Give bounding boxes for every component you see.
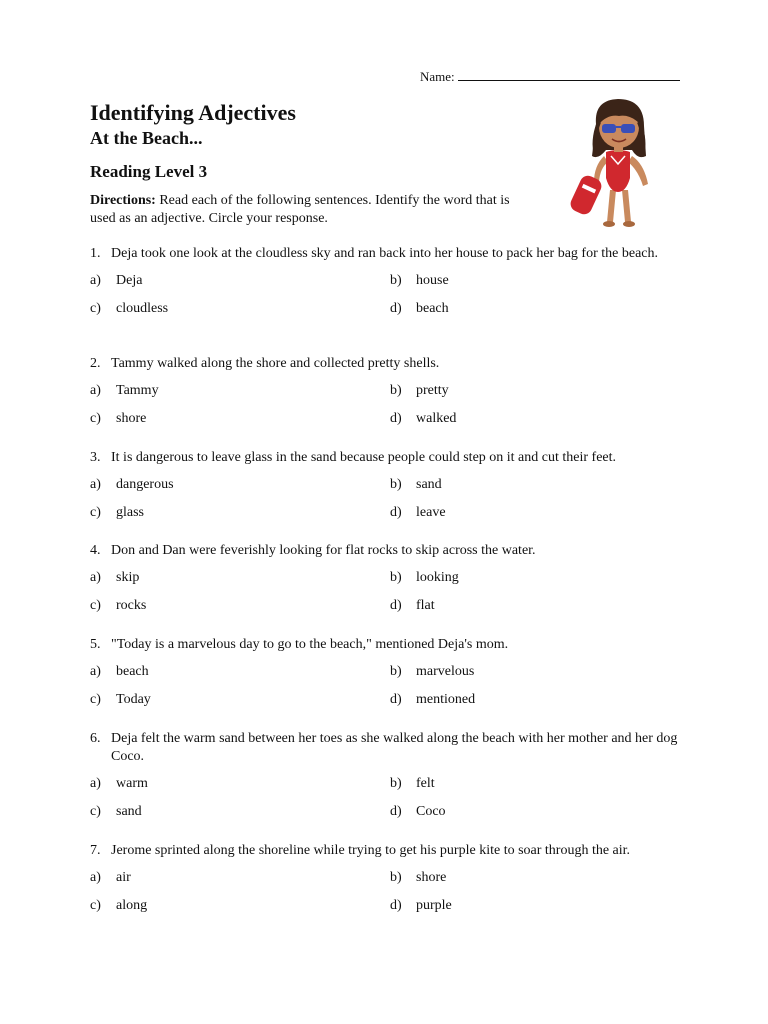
question-number: 6. — [90, 731, 101, 746]
option-d[interactable]: d) purple — [390, 898, 452, 913]
directions-label: Directions: — [90, 193, 156, 208]
option-d[interactable]: d) Coco — [390, 804, 446, 819]
option-d[interactable]: d) beach — [390, 301, 449, 316]
question-2 — [90, 355, 690, 438]
question-4 — [90, 542, 690, 625]
option-b[interactable]: b) looking — [390, 570, 459, 585]
question-text — [90, 842, 690, 860]
question-text — [90, 730, 690, 766]
option-c[interactable]: c) along — [90, 898, 148, 913]
directions — [90, 192, 535, 228]
answer-options — [90, 569, 690, 625]
question-7 — [90, 842, 690, 925]
question-sentence: It is dangerous to leave glass in the sand because people could step on it and cut their feet. — [111, 450, 617, 465]
option-a[interactable]: a) air — [90, 870, 131, 885]
question-6 — [90, 730, 690, 831]
question-number: 3. — [90, 450, 101, 465]
option-c[interactable]: c) shore — [90, 411, 147, 426]
option-b[interactable]: b) sand — [390, 477, 442, 492]
question-sentence: Deja felt the warm sand between her toes as she walked along the beach with her mother and her dog Coco. — [111, 731, 678, 764]
name-label: Name: — [420, 69, 455, 84]
question-sentence: Tammy walked along the shore and collected pretty shells. — [111, 356, 440, 371]
question-1 — [90, 245, 690, 328]
option-c[interactable]: c) Today — [90, 692, 151, 707]
name-blank-line[interactable] — [458, 68, 680, 81]
question-text — [90, 449, 690, 467]
question-5 — [90, 636, 690, 719]
option-b[interactable]: b) house — [390, 273, 449, 288]
option-b[interactable]: b) pretty — [390, 383, 449, 398]
question-number: 1. — [90, 246, 101, 261]
option-d[interactable]: d) flat — [390, 598, 435, 613]
reading-level: Reading Level 3 — [90, 162, 208, 181]
question-3 — [90, 449, 690, 532]
answer-options — [90, 476, 690, 532]
question-text — [90, 542, 690, 560]
question-text — [90, 355, 690, 373]
option-c[interactable]: c) sand — [90, 804, 142, 819]
option-a[interactable]: a) skip — [90, 570, 140, 585]
answer-options — [90, 272, 690, 328]
option-b[interactable]: b) shore — [390, 870, 447, 885]
option-d[interactable]: d) leave — [390, 505, 446, 520]
option-a[interactable]: a) dangerous — [90, 477, 174, 492]
question-sentence: "Today is a marvelous day to go to the beach," mentioned Deja's mom. — [111, 637, 509, 652]
option-c[interactable]: c) glass — [90, 505, 144, 520]
option-a[interactable]: a) beach — [90, 664, 149, 679]
name-field[interactable] — [420, 68, 680, 85]
question-sentence: Don and Dan were feverishly looking for flat rocks to skip across the water. — [111, 543, 536, 558]
option-b[interactable]: b) felt — [390, 776, 435, 791]
question-sentence: Deja took one look at the cloudless sky and ran back into her house to pack her bag for the beach. — [111, 246, 658, 261]
option-c[interactable]: c) rocks — [90, 598, 147, 613]
option-c[interactable]: c) cloudless — [90, 301, 169, 316]
question-number: 7. — [90, 843, 101, 858]
option-a[interactable]: a) Deja — [90, 273, 143, 288]
question-text — [90, 245, 690, 263]
question-number: 5. — [90, 637, 101, 652]
option-a[interactable]: a) warm — [90, 776, 148, 791]
option-d[interactable]: d) mentioned — [390, 692, 476, 707]
option-a[interactable]: a) Tammy — [90, 383, 159, 398]
question-number: 4. — [90, 543, 101, 558]
option-d[interactable]: d) walked — [390, 411, 457, 426]
directions-text: Read each of the following sentences. Identify the word that is used as an adjective. Circle your response. — [90, 193, 510, 226]
page-subtitle: At the Beach... — [90, 128, 203, 148]
answer-options — [90, 382, 690, 438]
page-title: Identifying Adjectives — [90, 100, 296, 125]
option-b[interactable]: b) marvelous — [390, 664, 475, 679]
girl-lifeguard-illustration — [566, 94, 674, 234]
answer-options — [90, 775, 690, 831]
answer-options — [90, 663, 690, 719]
question-sentence: Jerome sprinted along the shoreline while trying to get his purple kite to soar through the air. — [111, 843, 631, 858]
answer-options — [90, 869, 690, 925]
question-number: 2. — [90, 356, 101, 371]
question-text — [90, 636, 690, 654]
